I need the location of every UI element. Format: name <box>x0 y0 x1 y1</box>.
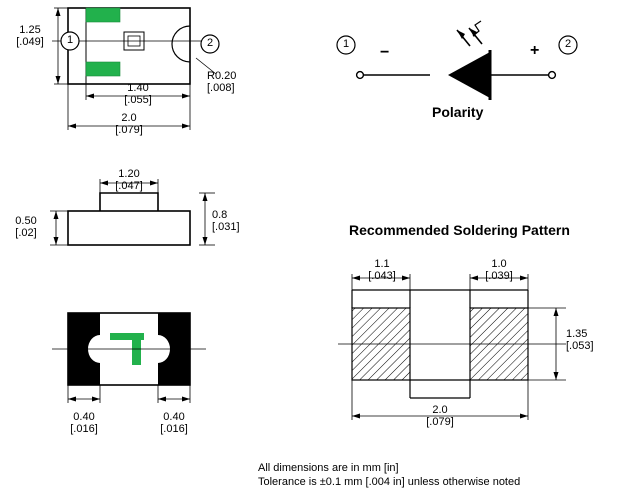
polarity-minus-sign: − <box>380 44 390 61</box>
side-view-dim-height <box>2 215 50 239</box>
diode-triangle <box>448 52 490 98</box>
side-view-dim-right <box>212 209 258 233</box>
top-view-dim-inner <box>110 82 166 106</box>
note-line-1: All dimensions are in mm [in] <box>258 462 399 474</box>
soldering-dim-pad-left-in: [.043] <box>368 270 396 282</box>
top-view-radius-in: [.008] <box>207 82 235 94</box>
polarity-caption: Polarity <box>432 104 484 120</box>
bottom-view-dim-left <box>56 411 112 435</box>
soldering-dim-total-mm: 2.0 <box>432 404 448 416</box>
side-view-dim-top-in: [.047] <box>115 180 143 192</box>
side-view-dim-top <box>101 168 157 192</box>
bottom-view-group <box>0 295 330 445</box>
soldering-group <box>330 248 629 438</box>
note-line-2: Tolerance is ±0.1 mm [.004 in] unless otherwise noted <box>258 476 521 488</box>
top-view-dim-left-in: [.049] <box>16 36 44 48</box>
bottom-view-dim-left-in: [.016] <box>70 423 98 435</box>
soldering-dim-total <box>412 404 468 428</box>
bottom-view-dim-right-in: [.016] <box>160 423 188 435</box>
notes-block <box>258 461 520 489</box>
top-view-radius-mm: R0.20 <box>207 70 237 82</box>
bottom-view-dim-left-mm: 0.40 <box>73 411 95 423</box>
side-view-dim-right-in: [.031] <box>212 221 240 233</box>
top-view-dim-inner-in: [.055] <box>124 94 152 106</box>
top-view-dim-width-mm: 2.0 <box>121 112 137 124</box>
soldering-dim-total-in: [.079] <box>426 416 454 428</box>
top-view-dim-width <box>101 112 157 136</box>
side-view-group <box>0 165 330 280</box>
side-view-dim-height-mm: 0.50 <box>15 215 37 227</box>
bottom-view-dim-right <box>146 411 202 435</box>
top-view-dim-left <box>8 24 52 48</box>
soldering-dim-height-in: [.053] <box>566 340 594 352</box>
polarity-pin1-label: 1 <box>342 38 350 50</box>
soldering-dim-height <box>566 328 618 352</box>
top-view-pin1-label: 1 <box>66 34 74 46</box>
top-view-dim-left-mm: 1.25 <box>19 24 41 36</box>
side-view-dim-right-mm: 0.8 <box>212 209 228 221</box>
top-view-radius <box>207 70 259 94</box>
soldering-dim-pad-left <box>353 258 411 282</box>
soldering-dim-pad-right <box>470 258 528 282</box>
pad-bottom <box>86 62 120 76</box>
soldering-dim-pad-right-in: [.039] <box>485 270 513 282</box>
soldering-dim-pad-left-mm: 1.1 <box>374 258 390 270</box>
soldering-dim-height-mm: 1.35 <box>566 328 588 340</box>
polarity-group <box>330 0 629 140</box>
top-view-group <box>0 0 330 150</box>
polarity-pin2-label: 2 <box>564 38 572 50</box>
bottom-view-dim-right-mm: 0.40 <box>163 411 185 423</box>
top-view-pin2-label: 2 <box>206 37 214 49</box>
top-view-drawing <box>0 0 330 150</box>
top-view-dim-inner-mm: 1.40 <box>127 82 149 94</box>
pad-top <box>86 8 120 22</box>
polarity-plus-sign: + <box>530 42 540 59</box>
side-view-dim-height-in: [.02] <box>15 227 37 239</box>
soldering-title: Recommended Soldering Pattern <box>349 222 570 238</box>
top-view-dim-width-in: [.079] <box>115 124 143 136</box>
soldering-dim-pad-right-mm: 1.0 <box>491 258 507 270</box>
side-view-dim-top-mm: 1.20 <box>118 168 140 180</box>
